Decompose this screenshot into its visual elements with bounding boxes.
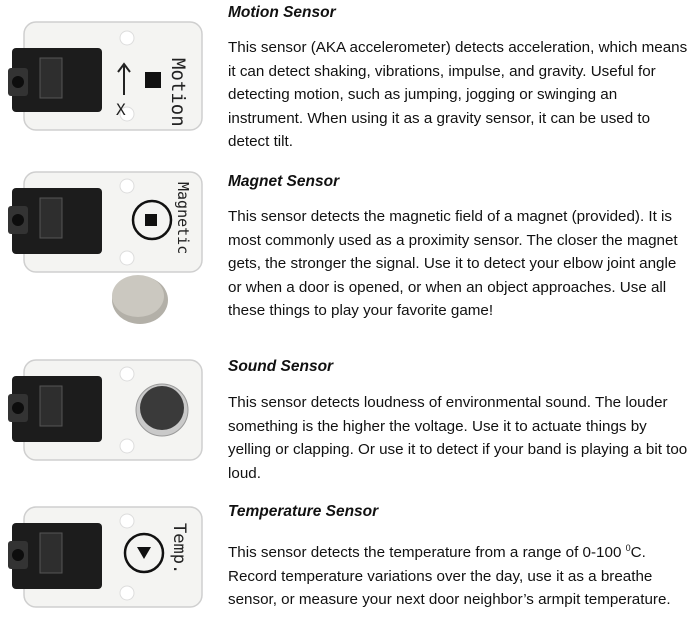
sound-sensor-description: This sensor detects loudness of environmental sound. The louder something is the higher the voltage. Use it to actuate things by yelling or clapping. Or use it to detect if your band is playing a bit too loud.	[228, 394, 688, 482]
magnet-sensor-section	[0, 160, 700, 340]
degree-superscript: 0	[625, 543, 631, 553]
temperature-sensor-image	[2, 495, 207, 625]
temperature-sensor-description	[228, 537, 690, 612]
magnet-sensor-title: Magnet Sensor	[228, 173, 340, 190]
motion-sensor-section	[0, 0, 700, 150]
temperature-description-end: C. Record temperature variations over the day, use it as a breathe sensor, or measure your next door neighbor’s armpit temperature.	[228, 544, 671, 609]
motion-board-label: Motion	[167, 58, 189, 127]
sound-sensor-title: Sound Sensor	[228, 358, 334, 375]
motion-sensor-image	[2, 0, 207, 150]
sound-sensor-image	[2, 352, 207, 482]
temperature-sensor-section	[0, 495, 700, 625]
motion-sensor-title: Motion Sensor	[228, 4, 336, 21]
magnet-sensor-description: This sensor detects the magnetic field of a magnet (provided). It is most commonly used as a proximity sensor. The closer the magnet gets, the stronger the signal. Use it to detect your elbow joint angle or when a door is opened, or when an object approaches. Use all these things to play your favorite game!	[228, 208, 678, 319]
temperature-board-label: Temp.	[169, 523, 189, 575]
motion-axis-label: X	[116, 100, 126, 119]
sound-sensor-section	[0, 352, 700, 482]
motion-sensor-description: This sensor (AKA accelerometer) detects acceleration, which means it can detect shaking, vibrations, impulse, and gravity. Useful for detecting motion, such as jumping, jogging or swinging an instrument. When using it as a gravity sensor, it can be used to detect tilt.	[228, 39, 688, 150]
magnet-sensor-image	[2, 160, 207, 340]
temperature-sensor-title: Temperature Sensor	[228, 503, 379, 520]
temperature-description-start: This sensor detects the temperature from a range of 0-100	[228, 544, 626, 562]
magnet-board-label: Magnetic	[174, 182, 192, 255]
